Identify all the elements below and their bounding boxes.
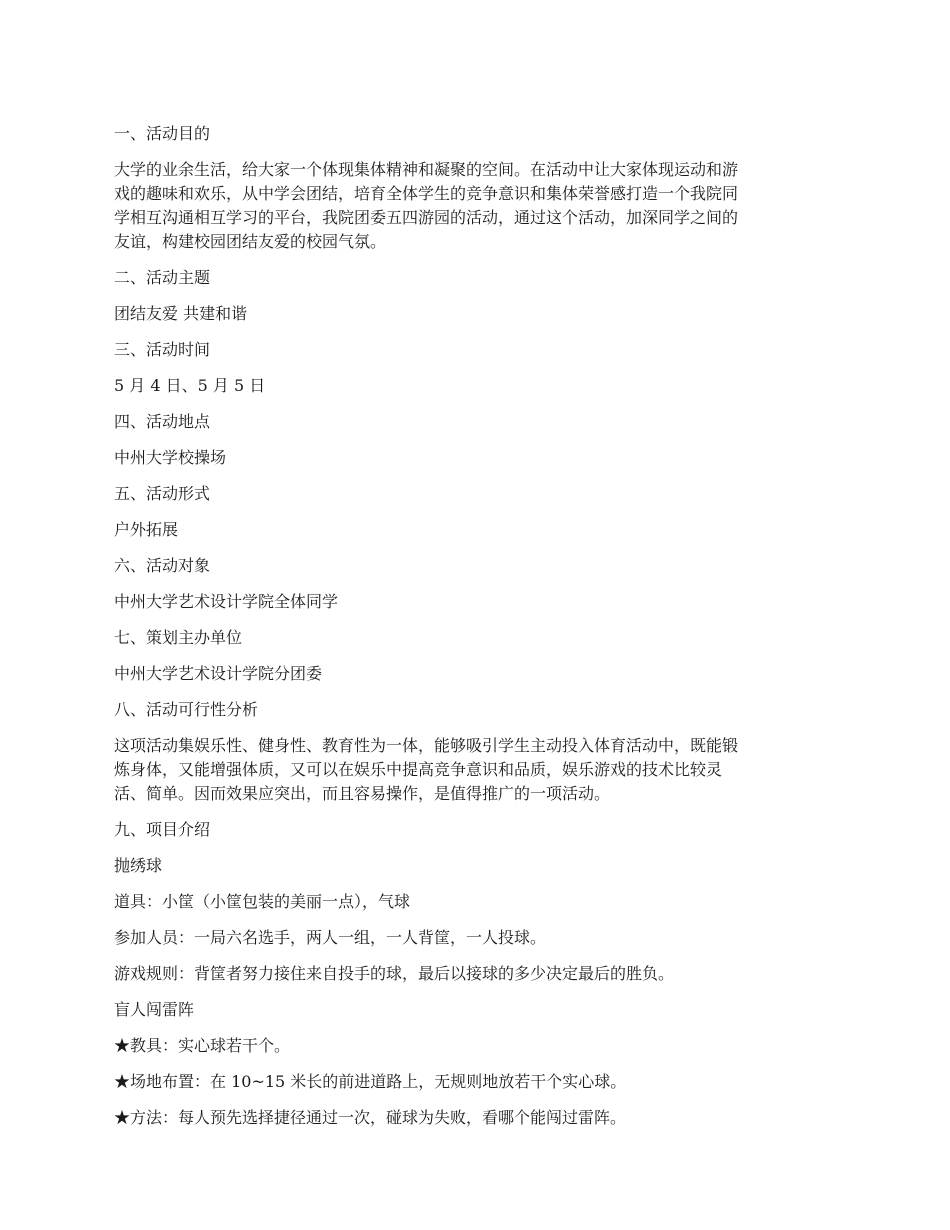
- game1-props: 道具：小筐（小筐包装的美丽一点），气球: [114, 892, 411, 911]
- purpose-line: 学相互沟通相互学习的平台，我院团委五四游园的活动，通过这个活动，加深同学之间的: [114, 208, 739, 227]
- section-heading-projects: 九、项目介绍: [114, 820, 211, 839]
- section-heading-organizer: 七、策划主办单位: [114, 628, 243, 647]
- section-heading-purpose: 一、活动目的: [114, 124, 211, 143]
- document-page: [114, 122, 842, 1142]
- purpose-line: 友谊，构建校园团结友爱的校园气氛。: [114, 232, 387, 251]
- purpose-line: 大学的业余生活，给大家一个体现集体精神和凝聚的空间。在活动中让大家体现运动和游: [114, 160, 739, 179]
- game2-layout: ★场地布置：在 10~15 米长的前进道路上，无规则地放若干个实心球。: [114, 1072, 627, 1091]
- section-heading-form: 五、活动形式: [114, 484, 211, 503]
- game2-tools: ★教具：实心球若干个。: [114, 1036, 291, 1055]
- section-heading-place: 四、活动地点: [114, 412, 211, 431]
- theme-text: 团结友爱 共建和谐: [114, 304, 248, 323]
- feasibility-line: 炼身体，又能增强体质，又可以在娱乐中提高竞争意识和品质，娱乐游戏的技术比较灵: [114, 760, 723, 779]
- feasibility-line: 这项活动集娱乐性、健身性、教育性为一体，能够吸引学生主动投入体育活动中，既能锻: [114, 736, 739, 755]
- organizer-text: 中州大学艺术设计学院分团委: [114, 664, 323, 683]
- purpose-line: 戏的趣味和欢乐，从中学会团结，培育全体学生的竞争意识和集体荣誉感打造一个我院同: [114, 184, 739, 203]
- section-heading-time: 三、活动时间: [114, 340, 211, 359]
- section-heading-target: 六、活动对象: [114, 556, 211, 575]
- game1-rules: 游戏规则：背筐者努力接住来自投手的球，最后以接球的多少决定最后的胜负。: [114, 964, 675, 983]
- place-text: 中州大学校操场: [114, 448, 227, 467]
- section-heading-theme: 二、活动主题: [114, 268, 211, 287]
- game2-method: ★方法：每人预先选择捷径通过一次，碰球为失败，看哪个能闯过雷阵。: [114, 1108, 627, 1127]
- time-text: 5 月 4 日、5 月 5 日: [114, 376, 266, 395]
- game2-name: 盲人闯雷阵: [114, 1000, 195, 1019]
- form-text: 户外拓展: [114, 520, 179, 539]
- feasibility-line: 活、简单。因而效果应突出，而且容易操作，是值得推广的一项活动。: [114, 784, 611, 803]
- game1-players: 参加人员：一局六名选手，两人一组，一人背筐，一人投球。: [114, 928, 547, 947]
- section-heading-feasibility: 八、活动可行性分析: [114, 700, 259, 719]
- purpose-paragraph: [114, 158, 842, 254]
- target-text: 中州大学艺术设计学院全体同学: [114, 592, 339, 611]
- game1-name: 抛绣球: [114, 856, 163, 875]
- feasibility-paragraph: [114, 734, 842, 806]
